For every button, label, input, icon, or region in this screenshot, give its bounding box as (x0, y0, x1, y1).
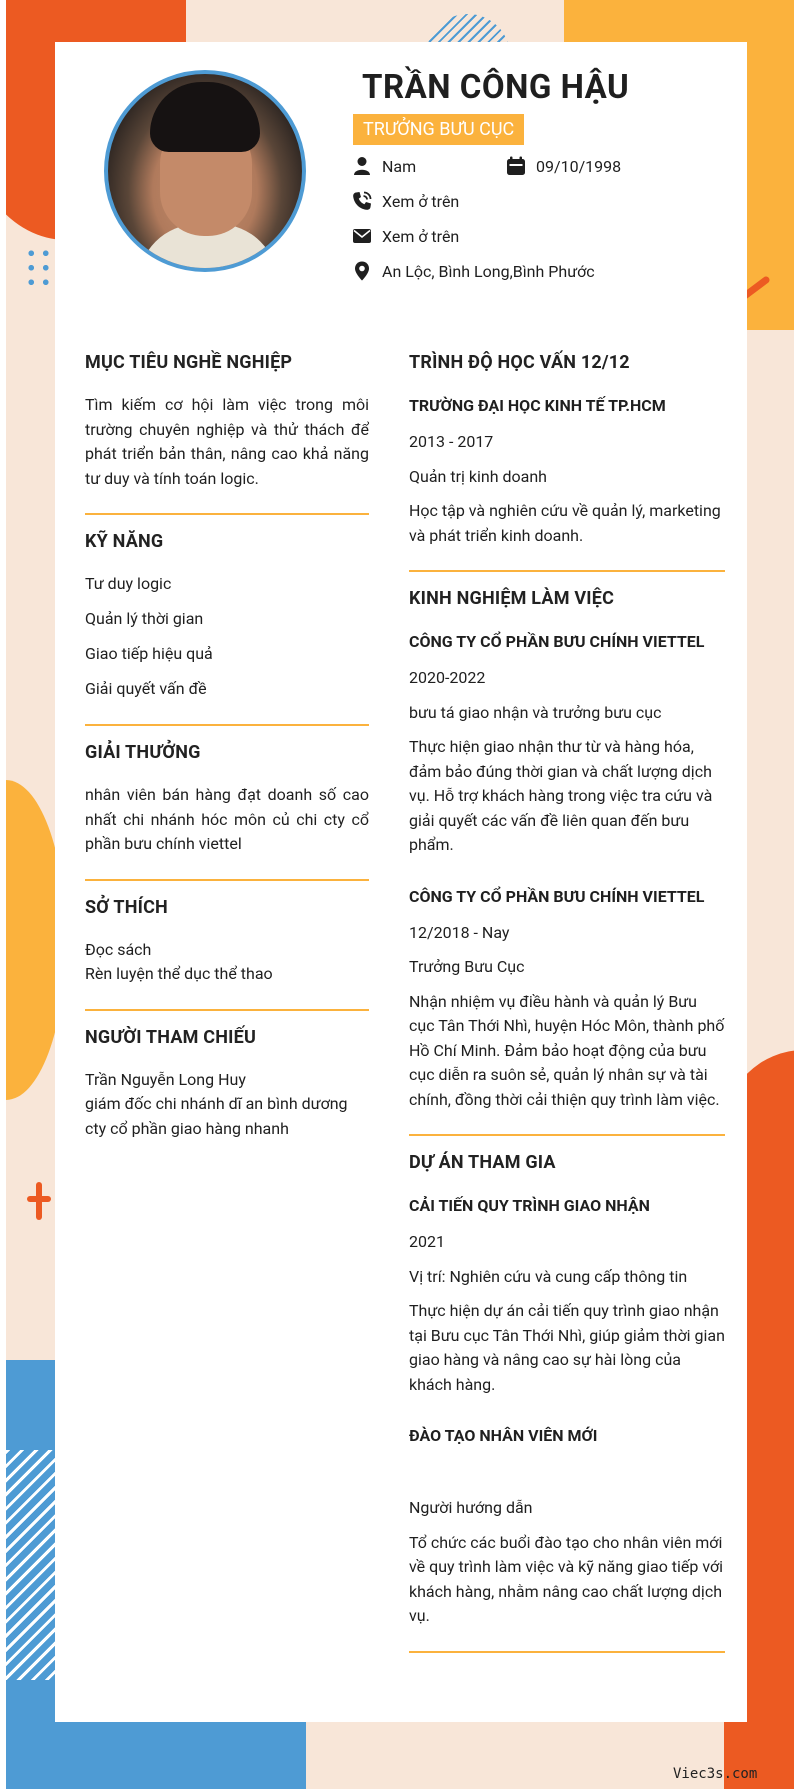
watermark: Viec3s.com (673, 1766, 758, 1782)
job-role: bưu tá giao nhận và trưởng bưu cục (409, 702, 662, 722)
email-value: Xem ở trên (382, 226, 460, 246)
objective-heading: MỤC TIÊU NGHỀ NGHIỆP (85, 352, 293, 373)
envelope-icon (352, 226, 372, 246)
job-description: Thực hiện giao nhận thư từ và hàng hóa, đảm bảo đúng thời gian và chất lượng dịch vụ. Hỗ trợ khách hàng trong việc tra cứu và giải quyết các vấn đề liên quan đến bưu phẩm. (409, 737, 713, 854)
education-major: Quản trị kinh doanh (409, 466, 547, 486)
education-heading: TRÌNH ĐỘ HỌC VẤN 12/12 (409, 352, 630, 373)
gender-row (352, 156, 416, 176)
project-year: 2021 (409, 1232, 445, 1251)
gender-value: Nam (382, 156, 417, 176)
references-section (85, 1027, 369, 1154)
candidate-name: TRẦN CÔNG HẬU (362, 68, 630, 107)
birthdate-row (506, 156, 621, 176)
experience-section (409, 588, 725, 1136)
phone-row (352, 191, 459, 211)
location-pin-icon (352, 261, 372, 281)
awards-section (85, 742, 369, 881)
school-name: TRƯỜNG ĐẠI HỌC KINH TẾ TP.HCM (409, 396, 666, 415)
skills-heading: KỸ NĂNG (85, 531, 164, 552)
job-company: CÔNG TY CỔ PHẦN BƯU CHÍNH VIETTEL (409, 886, 705, 906)
education-description: Học tập và nghiên cứu về quản lý, marketing và phát triển kinh doanh. (409, 501, 721, 545)
project-description: Tổ chức các buổi đào tạo cho nhân viên mới về quy trình làm việc và kỹ năng giao tiếp với khách hàng, nhằm nâng cao chất lượng dịch vụ. (409, 1532, 724, 1625)
project-description: Thực hiện dự án cải tiến quy trình giao nhận tại Bưu cục Tân Thới Nhì, giúp giảm thời gian giao hàng và nâng cao sự hài lòng của khách hàng. (409, 1301, 725, 1394)
left-column (85, 352, 369, 1169)
job-description: Nhận nhiệm vụ điều hành và quản lý Bưu cục Tân Thới Nhì, huyện Hóc Môn, thành phố Hồ Chí Minh. Đảm bảo hoạt động của bưu cục diễn ra suôn sẻ, quản lý nhân sự và tài chính, đồng thời cải thiện quy trình làm việc. (409, 991, 725, 1109)
birthdate-value: 09/10/1998 (536, 156, 622, 176)
job-entry (409, 884, 725, 1113)
phone-icon (352, 191, 372, 211)
email-row (352, 226, 459, 246)
objective-section (85, 352, 369, 515)
skill-item: Tư duy logic (85, 574, 172, 593)
hobbies-heading: SỞ THÍCH (85, 896, 168, 918)
awards-heading: GIẢI THƯỞNG (85, 742, 201, 763)
project-name: CẢI TIẾN QUY TRÌNH GIAO NHẬN (409, 1196, 650, 1215)
project-entry (409, 1423, 725, 1629)
white-stripes (6, 1450, 56, 1680)
project-entry (409, 1193, 725, 1397)
avatar (104, 70, 306, 272)
awards-text: nhân viên bán hàng đạt doanh số cao nhất chi nhánh hóc môn củ chi cty cổ phần bưu chính viettel (85, 785, 369, 853)
skills-section (85, 531, 369, 726)
reference-line: cty cổ phần giao hàng nhanh (85, 1118, 289, 1138)
reference-line: giám đốc chi nhánh dĩ an bình dương (85, 1094, 348, 1113)
job-period: 12/2018 - Nay (409, 922, 510, 942)
address-row (352, 261, 595, 281)
experience-heading: KINH NGHIỆM LÀM VIỆC (409, 588, 615, 609)
right-column (409, 352, 725, 1669)
education-section (409, 352, 725, 572)
project-role: Người hướng dẫn (409, 1498, 533, 1517)
skill-item: Giải quyết vấn đề (85, 679, 207, 698)
projects-heading: DỰ ÁN THAM GIA (409, 1152, 556, 1173)
hobby-item: Rèn luyện thể dục thể thao (85, 964, 273, 983)
job-period: 2020-2022 (409, 668, 486, 687)
references-heading: NGƯỜI THAM CHIẾU (85, 1026, 257, 1048)
objective-text: Tìm kiếm cơ hội làm việc trong môi trường chuyên nghiệp và thử thách để phát triển bản thân, nâng cao khả năng tư duy và tính toán logic. (85, 395, 369, 488)
hobbies-section (85, 897, 369, 1011)
skill-item: Giao tiếp hiệu quả (85, 644, 213, 663)
plus-icon (27, 1182, 51, 1220)
job-role: Trưởng Bưu Cục (409, 957, 525, 976)
calendar-icon (506, 156, 526, 176)
person-icon (352, 156, 372, 176)
project-name: ĐÀO TẠO NHÂN VIÊN MỚI (409, 1426, 598, 1445)
job-entry (409, 629, 725, 858)
reference-line: Trần Nguyễn Long Huy (85, 1069, 246, 1089)
hobby-item: Đọc sách (85, 939, 152, 959)
project-role: Vị trí: Nghiên cứu và cung cấp thông tin (409, 1266, 688, 1286)
education-period: 2013 - 2017 (409, 432, 494, 451)
address-value: An Lộc, Bình Long,Bình Phước (382, 261, 595, 281)
projects-section (409, 1152, 725, 1653)
phone-value: Xem ở trên (382, 191, 460, 211)
job-company: CÔNG TY CỔ PHẦN BƯU CHÍNH VIETTEL (409, 632, 705, 651)
skill-item: Quản lý thời gian (85, 609, 204, 628)
job-title-badge: TRƯỞNG BƯU CỤC (353, 114, 524, 145)
